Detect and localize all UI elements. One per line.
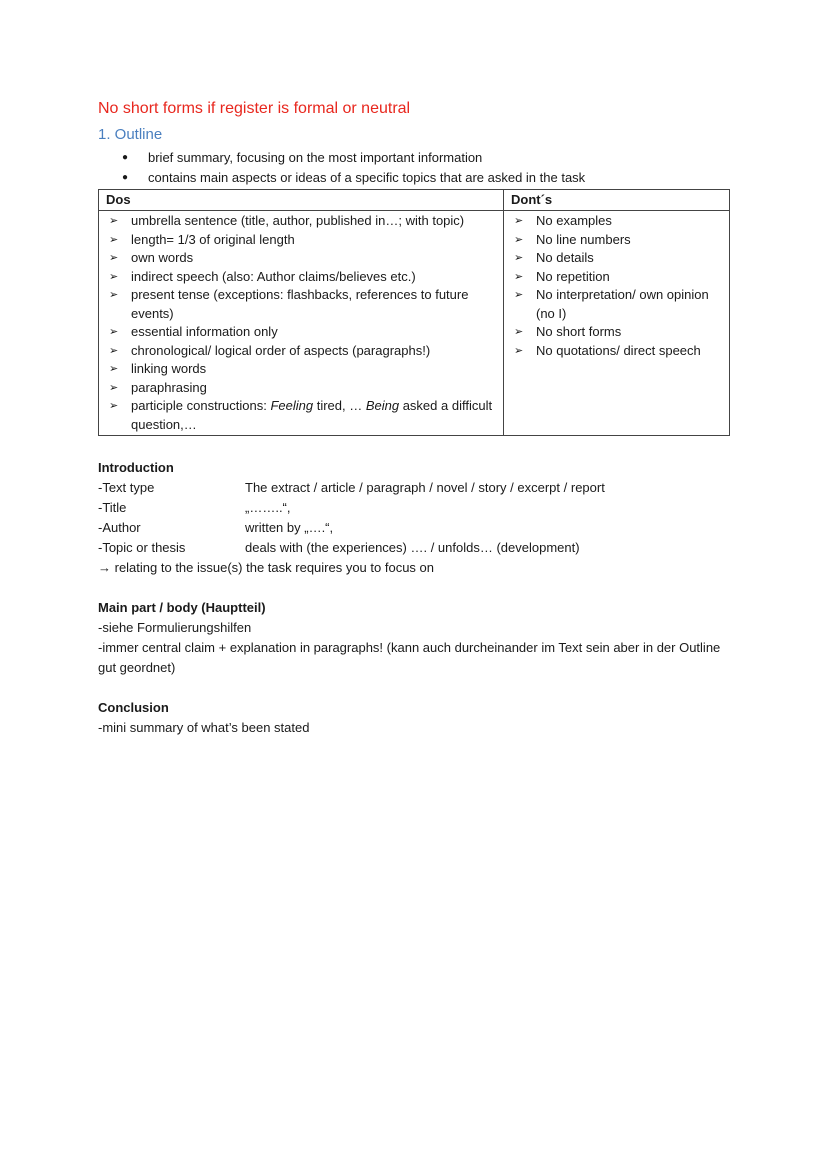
outline-heading: 1. Outline bbox=[98, 126, 163, 144]
donts-item: ➢ No interpretation/ own opinion (no I) bbox=[511, 286, 722, 323]
dos-list bbox=[106, 212, 496, 434]
intro-value: The extract / article / paragraph / novel / story / excerpt / report bbox=[245, 480, 605, 496]
bullet-item: ● contains main aspects or ideas of a specific topics that are asked in the task bbox=[120, 168, 730, 188]
intro-row bbox=[98, 518, 730, 538]
intro-row bbox=[98, 498, 730, 518]
dos-item: ➢ own words bbox=[106, 249, 496, 268]
donts-item: ➢ No examples bbox=[511, 212, 722, 231]
outline-bullet-list bbox=[98, 148, 730, 188]
intro-label: -Topic or thesis bbox=[98, 540, 186, 556]
donts-item: ➢ No quotations/ direct speech bbox=[511, 342, 722, 361]
register-warning-heading: No short forms if register is formal or neutral bbox=[98, 100, 411, 117]
main-part-section bbox=[98, 598, 730, 678]
intro-row bbox=[98, 538, 730, 558]
donts-item: ➢ No short forms bbox=[511, 323, 722, 342]
intro-label: -Text type bbox=[98, 480, 155, 496]
dos-item: ➢ chronological/ logical order of aspects (paragraphs!) bbox=[106, 342, 496, 361]
dos-cell bbox=[99, 211, 504, 436]
donts-header: Dont´s bbox=[504, 190, 730, 211]
introduction-section bbox=[98, 458, 730, 578]
document-page bbox=[98, 98, 730, 738]
conclusion-section bbox=[98, 698, 730, 738]
conclusion-title: Conclusion bbox=[98, 700, 169, 716]
dos-item: ➢ indirect speech (also: Author claims/believes etc.) bbox=[106, 268, 496, 287]
dos-item-participle: ➢ participle constructions: Feeling tired, … Being asked a difficult question,… bbox=[106, 397, 496, 434]
dos-header: Dos bbox=[99, 190, 504, 211]
main-part-title: Main part / body (Hauptteil) bbox=[98, 600, 266, 616]
dos-item: ➢ linking words bbox=[106, 360, 496, 379]
dos-item: ➢ paraphrasing bbox=[106, 379, 496, 398]
intro-row bbox=[98, 478, 730, 498]
intro-note: → relating to the issue(s) the task requires you to focus on bbox=[98, 560, 435, 576]
conclusion-line: -mini summary of what’s been stated bbox=[98, 720, 310, 736]
dos-item: ➢ length= 1/3 of original length bbox=[106, 231, 496, 250]
donts-item: ➢ No repetition bbox=[511, 268, 722, 287]
main-part-line: -immer central claim + explanation in paragraphs! (kann auch durcheinander im Text sein aber in der Outline gut geordnet) bbox=[98, 640, 721, 676]
intro-value: „……..“, bbox=[245, 500, 291, 516]
donts-cell bbox=[504, 211, 730, 436]
intro-label: -Title bbox=[98, 500, 127, 516]
intro-label: -Author bbox=[98, 520, 141, 536]
donts-item: ➢ No line numbers bbox=[511, 231, 722, 250]
dos-item: ➢ umbrella sentence (title, author, published in…; with topic) bbox=[106, 212, 496, 231]
dos-donts-table bbox=[98, 189, 730, 436]
intro-value: deals with (the experiences) …. / unfolds… (development) bbox=[245, 540, 580, 556]
dos-item: ➢ present tense (exceptions: flashbacks, references to future events) bbox=[106, 286, 496, 323]
bullet-item: ● brief summary, focusing on the most important information bbox=[120, 148, 730, 168]
main-part-line: -siehe Formulierungshilfen bbox=[98, 620, 252, 636]
intro-value: written by „….“, bbox=[245, 520, 334, 536]
dos-item: ➢ essential information only bbox=[106, 323, 496, 342]
introduction-title: Introduction bbox=[98, 460, 174, 476]
donts-list bbox=[511, 212, 722, 360]
donts-item: ➢ No details bbox=[511, 249, 722, 268]
